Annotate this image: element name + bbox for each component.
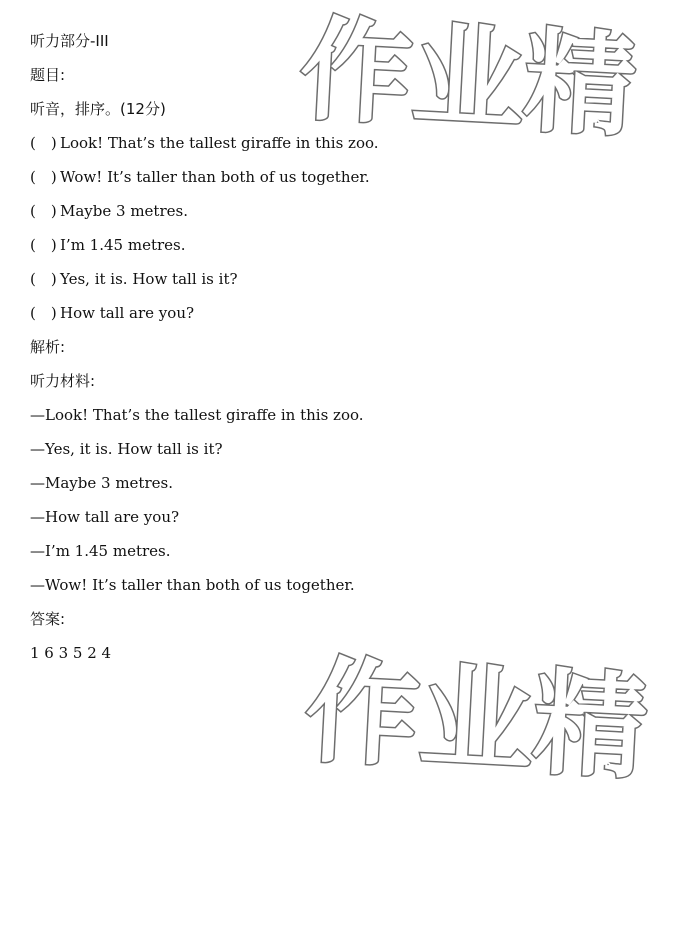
question-item-text: How tall are you? (60, 304, 195, 322)
question-item (30, 234, 670, 268)
question-item-text: Maybe 3 metres. (60, 202, 188, 220)
question-item (30, 166, 670, 200)
transcript-line: —Maybe 3 metres. (30, 474, 173, 492)
answer-sequence: 1 6 3 5 2 4 (30, 644, 112, 662)
answer-label: 答案: (30, 610, 66, 628)
transcript-label: 听力材料: (30, 372, 96, 390)
question-item (30, 132, 670, 166)
transcript-line: —Look! That’s the tallest giraffe in this zoo. (30, 406, 364, 424)
transcript-line: —How tall are you? (30, 508, 180, 526)
watermark-text: 作业精 (296, 5, 640, 153)
document-body (30, 30, 670, 676)
analysis-label: 解析: (30, 338, 66, 356)
answer-blank: ( ) (30, 168, 57, 186)
transcript-line: —Yes, it is. How tall is it? (30, 440, 223, 458)
answer-blank: ( ) (30, 202, 57, 220)
question-item (30, 200, 670, 234)
transcript-line: —I’m 1.45 metres. (30, 542, 171, 560)
answer-blank: ( ) (30, 304, 57, 322)
answer-blank: ( ) (30, 236, 57, 254)
question-item (30, 268, 670, 302)
instruction: 听音，排序。(12分) (30, 100, 166, 118)
question-item-text: I’m 1.45 metres. (60, 236, 186, 254)
question-item-text: Look! That’s the tallest giraffe in this zoo. (60, 134, 379, 152)
answer-blank: ( ) (30, 270, 57, 288)
question-item-text: Wow! It’s taller than both of us together. (60, 168, 370, 186)
transcript-line: —Wow! It’s taller than both of us together. (30, 576, 355, 594)
question-item (30, 302, 670, 336)
section-title: 听力部分-III (30, 32, 109, 50)
question-label: 题目: (30, 66, 66, 84)
answer-blank: ( ) (30, 134, 57, 152)
question-item-text: Yes, it is. How tall is it? (60, 270, 238, 288)
watermark-text: 作业精 (302, 644, 651, 795)
